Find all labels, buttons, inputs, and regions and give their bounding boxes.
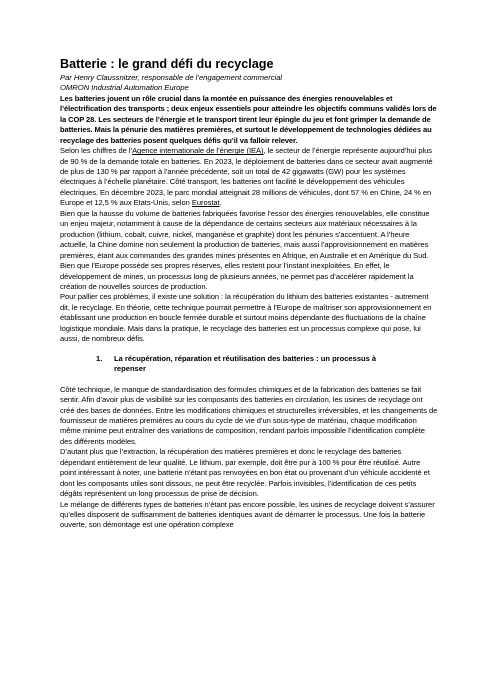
document-page — [60, 57, 438, 531]
paragraph-raw-materials: Bien que la hausse du volume de batteries fabriquées favorise l’essor des énergies renouvelables, elle constitue un enjeu majeur, notamment à cause de la dépendance de certains secteurs aux matériaux nécessaires à la production (lithium, cobalt, cuivre, nickel, manganèse et graphite) dont les pénuries s’accentuent. A l’heure actuelle, la Chine domine non seulement la production de batteries, mais aussi l’approvisionnement en matières premières, étant aux commandes des grandes mines présentes en Afrique, en Australie et en Amérique du Sud. Bien que l’Europe possède ses propres réserves, elles restent pour l’instant inexploitées. En effet, le développement de mines, un processus long de plusieurs années, ne permet pas d’accélérer rapidement la création de nouvelles sources de production. — [60, 208, 430, 291]
paragraph-text: , le secteur de l’énergie représente aujourd’hui plus de 90 % de la demande totale en batteries. En 2023, le déploiement de batteries dans ce secteur avait augmenté de plus de 130 % par rapport à l’année précédente, soit un total de 42 gigawatts (GW) pour les systèmes électriques à l’échelle planétaire. Côté transport, les batteries ont facilité le développement des véhicules électriques. En décembre 2023, le parc mondial atteignait 28 millions de véhicules, dont 57 % en Chine, 24 % en Europe et 12,5 % aux Etats-Unis, selon — [60, 146, 433, 208]
section-heading-1 — [60, 354, 438, 375]
paragraph-battery-mix: Le mélange de différents types de batteries n’étant pas encore possible, les usines de recyclage doivent s’assurer qu’elles disposent de suffisamment de batteries identiques avant de démarrer le processus. Une fois la batterie ouverte, son démontage est une opération complexe — [60, 499, 435, 530]
paragraph-energy-stats — [60, 146, 438, 209]
paragraph-text: . — [219, 198, 222, 208]
iea-link[interactable]: Agence internationale de l’énergie (IEA) — [132, 146, 264, 156]
author-company: OMRON Industrial Automation Europe — [60, 83, 189, 93]
article-title: Batterie : le grand défi du recyclage — [60, 57, 274, 71]
author-byline: Par Henry Claussnitzer, responsable de l’engagement commercial — [60, 73, 283, 82]
lead-paragraph: Les batteries jouent un rôle crucial dans la montée en puissance des énergies renouvelables et l’électrification des transports ; deux enjeux essentiels pour atteindre les objectifs communs validés lors de la COP 28. Les secteurs de l’énergie et le transport tirent leur épingle du jeu et font grimper la demande de batteries. Mais la pénurie des matières premières, et surtout le développement de technologies dédiées au recyclage des batteries posent quelques défis qu’il va falloir relever. — [60, 93, 437, 145]
paragraph-standardisation: Côté technique, le manque de standardisation des formules chimiques et de la fabrication des batteries se fait sentir. Afin d’avoir plus de visibilité sur les composants des batteries en circulation, les usines de recyclage ont créé des bases de données. Entre les modifications chimiques et structurelles irréversibles, et les changements de fournisseur de matières premières au cours du cycle de vie d’un sous-type de matériau, chaque modification même minime peut entraîner des variations de composition, rendant parfois impossible l’identification complète des différents modèles. — [60, 384, 438, 446]
paragraph-recycling-solution: Pour pallier ces problèmes, il existe une solution : la récupération du lithium des batteries existantes - autrement dit, le recyclage. En théorie, cette technique pourrait permettre à l’Europe de maîtriser son approvisionnement en établissant une production en boucle fermée durable et surtout moins dépendante des fluctuations de la chaîne logistique mondiale. Mais dans la pratique, le recyclage des batteries est un processus complexe qui pose, lui aussi, de nombreux défis. — [60, 292, 432, 344]
spacer — [60, 375, 438, 385]
section-title: La récupération, réparation et réutilisation des batteries : un processus à repenser — [114, 353, 377, 374]
paragraph-quality: D’autant plus que l’extraction, la récupération des matières premières et donc le recyclage des batteries dépendant entièrement de leur qualité. Le lithium, par exemple, doit être pur à 100 % pour être réutilisé. Autre point intéressant à noter, une batterie n’étant pas renvoyées en bon état ou provenant d’un véhicule accidenté et dont les composants utiles sont dissous, ne peut être recyclée. Parfois invisibles, l’identification de ces petits dégâts représentent un long processus de prise de décision. — [60, 447, 430, 499]
paragraph-text: Selon les chiffres de l’ — [60, 146, 133, 156]
section-number: 1. — [96, 353, 103, 363]
eurostat-link[interactable]: Eurostat — [191, 198, 220, 208]
